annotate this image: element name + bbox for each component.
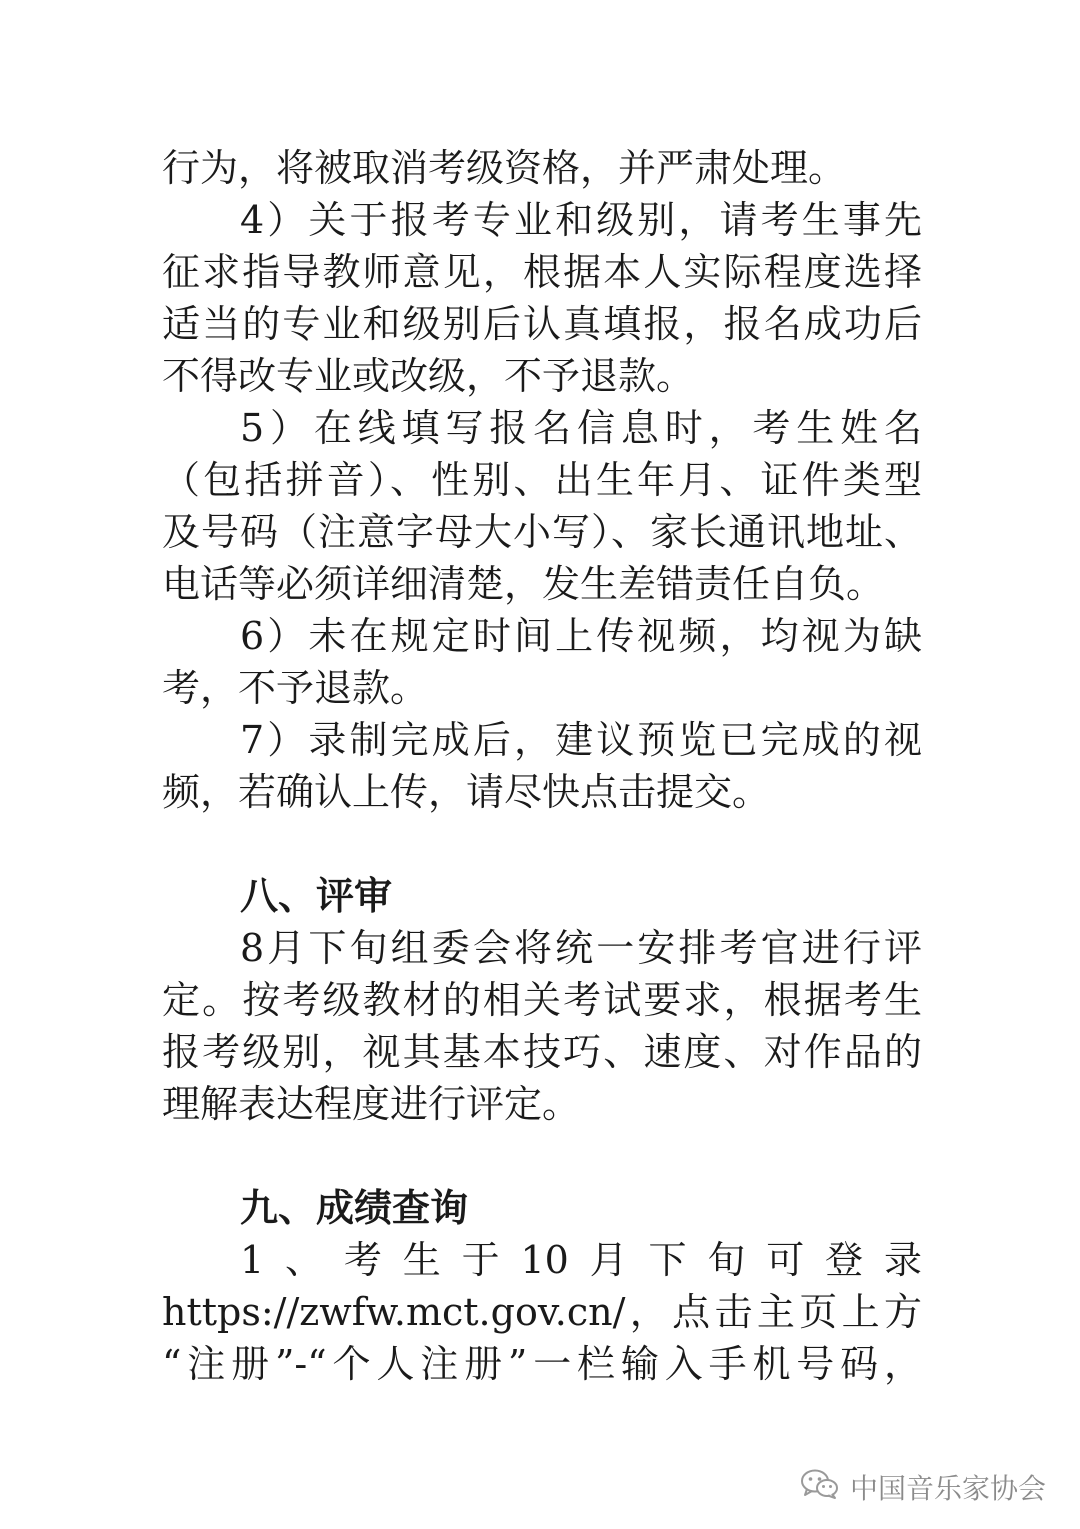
section-9-line-1: 1、考生于10月下旬可登录 <box>240 1238 922 1282</box>
wechat-icon <box>800 1468 840 1507</box>
section-8-heading: 八、评审 <box>240 874 393 918</box>
item-7-line-1: 7）录制完成后，建议预览已完成的视 <box>240 718 922 762</box>
section-gap <box>162 1130 922 1182</box>
item-7-line-2: 频，若确认上传，请尽快点击提交。 <box>162 770 771 814</box>
section-9-heading: 九、成绩查询 <box>240 1186 469 1230</box>
item-4-line-2: 征求指导教师意见，根据本人实际程度选择 <box>162 250 922 294</box>
document-page <box>162 142 922 1390</box>
item-5-line-3: 及号码（注意字母大小写）、家长通讯地址、 <box>162 510 922 554</box>
section-9-line-2: https://zwfw.mct.gov.cn/，点击主页上方 <box>162 1290 922 1334</box>
item-6-line-2: 考，不予退款。 <box>162 666 429 710</box>
section-gap <box>162 818 922 870</box>
watermark <box>800 1467 1046 1507</box>
section-9-line-3: “注册”-“个人注册”一栏输入手机号码， <box>162 1342 922 1386</box>
paragraph-line: 行为，将被取消考级资格，并严肃处理。 <box>162 146 847 190</box>
item-5-line-2: （包括拼音）、性别、出生年月、证件类型 <box>162 458 922 502</box>
item-4-line-3: 适当的专业和级别后认真填报，报名成功后 <box>162 302 922 346</box>
item-5-line-1: 5）在线填写报名信息时，考生姓名 <box>240 406 922 450</box>
section-8-line-4: 理解表达程度进行评定。 <box>162 1082 581 1126</box>
item-6-line-1: 6）未在规定时间上传视频，均视为缺 <box>240 614 922 658</box>
section-8-line-1: 8月下旬组委会将统一安排考官进行评 <box>240 926 922 970</box>
section-8-line-3: 报考级别，视其基本技巧、速度、对作品的 <box>162 1030 922 1074</box>
watermark-text: 中国音乐家协会 <box>849 1472 1046 1505</box>
item-4-line-1: 4）关于报考专业和级别，请考生事先 <box>240 198 922 242</box>
section-8-line-2: 定。按考级教材的相关考试要求，根据考生 <box>162 978 922 1022</box>
item-4-line-4: 不得改专业或改级，不予退款。 <box>162 354 695 398</box>
item-5-line-4: 电话等必须详细清楚，发生差错责任自负。 <box>162 562 885 606</box>
